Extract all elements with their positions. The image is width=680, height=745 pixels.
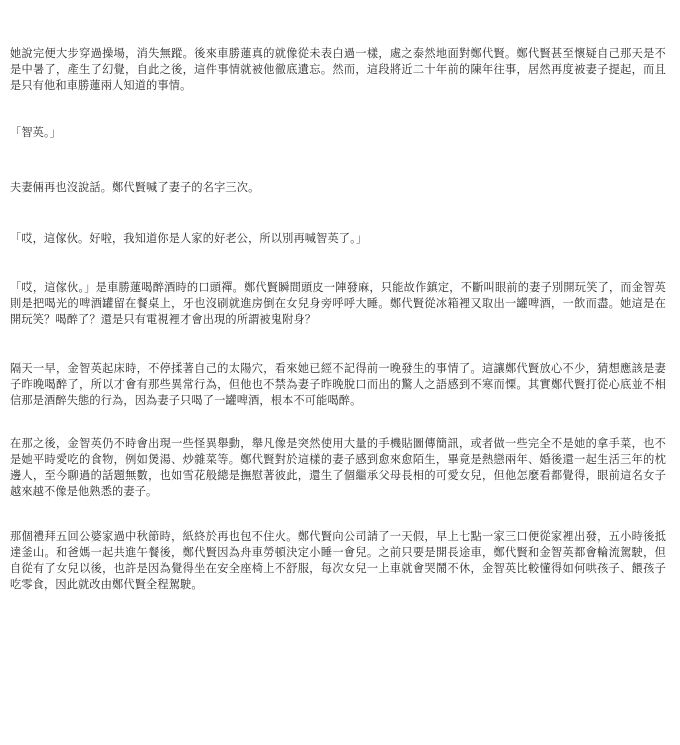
- paragraph: 隔天一早，金智英起床時，不停揉著自己的太陽穴，看來她已經不記得前一晚發生的事情了。這讓鄭代賢放心不少，猜想應該是妻子昨晚喝醉了，所以才會有那些異常行為，但他也不禁為妻子昨晚脫口而出的驚人之語感到不寒而慄。其實鄭代賢打從心底並不相信那是酒醉失態的行為，因為妻子只喝了一罐啤酒，根本不可能喝醉。: [10, 362, 666, 407]
- dialogue-line: 「哎，這傢伙。好啦，我知道你是人家的好老公，所以別再喊智英了。」: [10, 232, 368, 245]
- paragraph: 在那之後，金智英仍不時會出現一些怪異舉動，舉凡像是突然使用大量的手機貼圖傳簡訊，或者做一些完全不是她的拿手菜，也不是她平時愛吃的食物，例如煲湯、炒雜菜等。鄭代賢對於這樣的妻子感到愈來愈陌生，畢竟是熱戀兩年、婚後還一起生活三年的枕邊人，至今聊過的話題無數，也如雪花般總是撫慰著彼此，還生了個繼承父母長相的可愛女兒，但他怎麼看都覺得，眼前這名女子越來越不像是他熟悉的妻子。: [10, 437, 666, 498]
- paragraph: 夫妻倆再也沒說話。鄭代賢喊了妻子的名字三次。: [10, 181, 260, 194]
- paragraph: 那個禮拜五回公婆家過中秋節時，紙終於再也包不住火。鄭代賢向公司請了一天假，早上七點一家三口便從家裡出發，五小時後抵達釜山。和爸媽一起共進午餐後，鄭代賢因為舟車勞頓決定小睡一會兒。之前只要是開長途車，鄭代賢和金智英都會輪流駕駛，但自從有了女兒以後，也許是因為覺得坐在安全座椅上不舒服，每次女兒一上車就會哭鬧不休，金智英比較懂得如何哄孩子、餵孩子吃零食，因此就改由鄭代賢全程駕駛。: [10, 530, 666, 591]
- dialogue-line: 「智英。」: [10, 126, 62, 139]
- paragraph: 「哎，這傢伙。」是車勝蓮喝醉酒時的口頭禪。鄭代賢瞬間頭皮一陣發麻，只能故作鎮定，不斷叫眼前的妻子別開玩笑了，而金智英則是把喝光的啤酒罐留在餐桌上，牙也沒刷就進房倒在女兒身旁呼呼大睡。鄭代賢從冰箱裡又取出一罐啤酒，一飲而盡。她這是在開玩笑？喝醉了？還是只有電視裡才會出現的所謂被鬼附身？: [10, 281, 666, 326]
- paragraph: 她說完便大步穿過操場，消失無蹤。後來車勝蓮真的就像從未表白過一樣，處之泰然地面對鄭代賢。鄭代賢甚至懷疑自己那天是不是中暑了，產生了幻覺，自此之後，這件事情就被他徹底遺忘。然而，這段將近二十年前的陳年往事，居然再度被妻子提起，而且是只有他和車勝蓮兩人知道的事情。: [10, 47, 666, 92]
